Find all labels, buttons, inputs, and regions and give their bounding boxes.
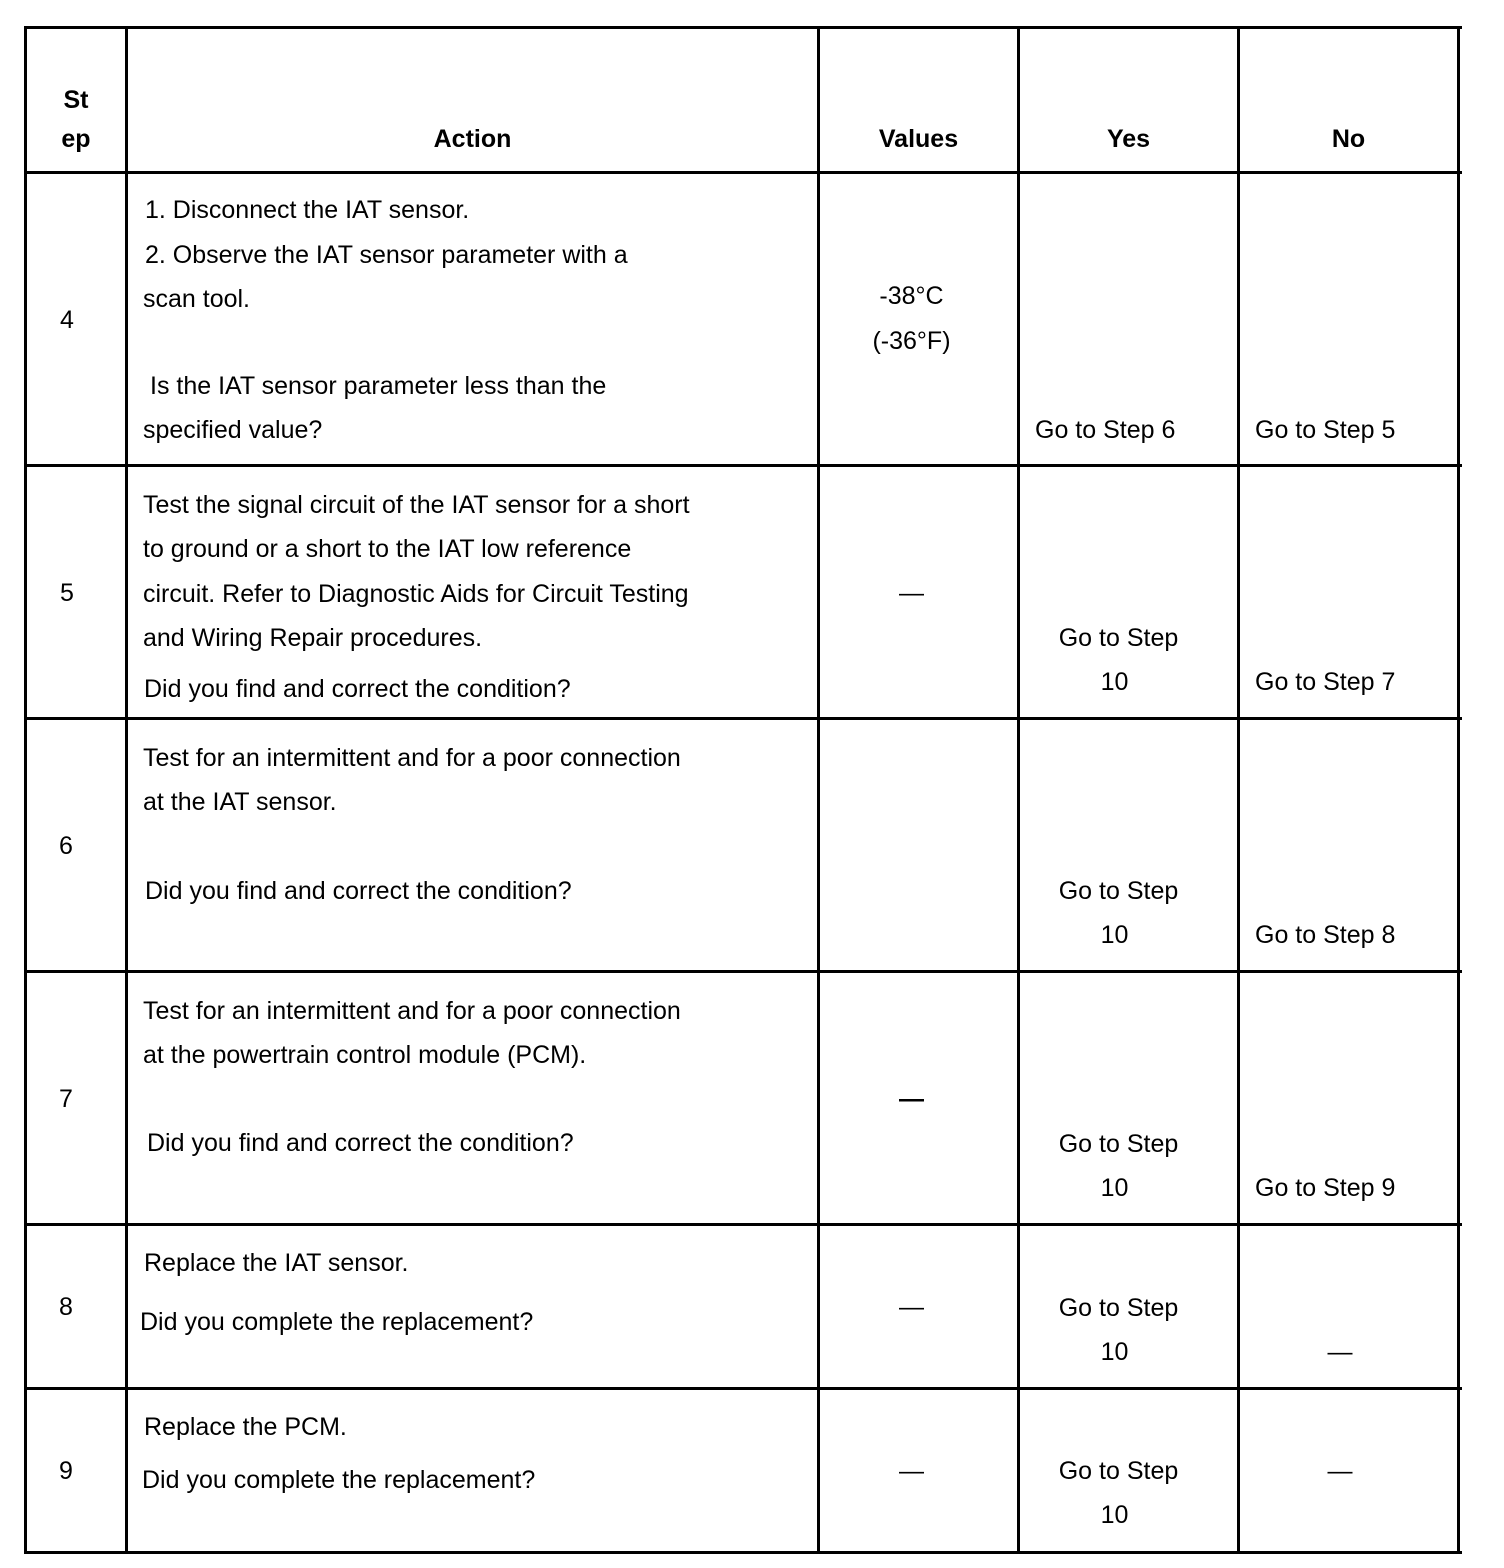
header-step-line2: ep <box>61 125 91 153</box>
action-text: Did you find and correct the condition? <box>144 675 571 703</box>
yes-link: 10 <box>1100 1338 1129 1366</box>
action-text: Did you find and correct the condition? <box>145 877 572 905</box>
yes-link: Go to Step <box>1058 1130 1179 1158</box>
action-text: 2. Observe the IAT sensor parameter with a <box>145 241 628 269</box>
value-text: — <box>899 1293 924 1321</box>
action-text: Did you complete the replacement? <box>142 1466 536 1494</box>
grid-line <box>24 1387 1462 1390</box>
action-text: Did you find and correct the condition? <box>147 1129 574 1157</box>
no-link: Go to Step 5 <box>1255 416 1396 444</box>
yes-link: Go to Step <box>1058 877 1179 905</box>
grid-line <box>24 970 1462 973</box>
no-link: Go to Step 9 <box>1255 1174 1396 1202</box>
action-text: Test for an intermittent and for a poor connection <box>143 997 681 1025</box>
yes-link: 10 <box>1100 1501 1129 1529</box>
action-text: circuit. Refer to Diagnostic Aids for Circuit Testing <box>143 580 689 608</box>
no-link: — <box>1327 1338 1353 1366</box>
yes-link: Go to Step 6 <box>1035 416 1176 444</box>
action-text: scan tool. <box>143 285 251 313</box>
step-number: 7 <box>59 1085 73 1113</box>
yes-link: Go to Step <box>1058 1457 1179 1485</box>
no-link: Go to Step 7 <box>1255 668 1396 696</box>
value-text: (-36°F) <box>872 327 951 355</box>
action-text: 1. Disconnect the IAT sensor. <box>145 196 470 224</box>
grid-line <box>24 171 1462 174</box>
action-text: Replace the IAT sensor. <box>144 1249 409 1277</box>
step-number: 4 <box>60 306 74 334</box>
action-text: Replace the PCM. <box>144 1413 347 1441</box>
action-text: to ground or a short to the IAT low reference <box>143 535 632 563</box>
value-text: — <box>899 1085 924 1113</box>
header-step-line1: St <box>63 86 89 114</box>
header-yes: Yes <box>1106 125 1151 153</box>
yes-link: Go to Step <box>1058 624 1179 652</box>
yes-link: 10 <box>1100 668 1129 696</box>
step-number: 6 <box>59 832 73 860</box>
header-values: Values <box>878 125 959 153</box>
grid-line <box>1457 26 1460 1554</box>
grid-line <box>24 26 1462 29</box>
grid-line <box>1237 26 1240 1554</box>
action-text: at the IAT sensor. <box>143 788 337 816</box>
value-text: -38°C <box>879 282 944 310</box>
action-text: Is the IAT sensor parameter less than the <box>150 372 607 400</box>
step-number: 5 <box>60 579 74 607</box>
step-number: 8 <box>59 1293 73 1321</box>
action-text: Did you complete the replacement? <box>140 1308 534 1336</box>
header-no: No <box>1331 125 1366 153</box>
action-text: and Wiring Repair procedures. <box>143 624 483 652</box>
yes-link: 10 <box>1100 921 1129 949</box>
step-number: 9 <box>59 1457 73 1485</box>
no-link: Go to Step 8 <box>1255 921 1396 949</box>
yes-link: 10 <box>1100 1174 1129 1202</box>
grid-line <box>24 1223 1462 1226</box>
action-text: Test for an intermittent and for a poor connection <box>143 744 681 772</box>
diagnostic-table <box>24 26 1462 1554</box>
grid-line <box>125 26 128 1554</box>
value-text: — <box>899 579 924 607</box>
action-text: specified value? <box>143 416 323 444</box>
grid-line <box>24 717 1462 720</box>
grid-line <box>24 464 1462 467</box>
value-text: — <box>899 1457 924 1485</box>
grid-line <box>24 1551 1462 1554</box>
no-link: — <box>1327 1457 1353 1485</box>
yes-link: Go to Step <box>1058 1294 1179 1322</box>
action-text: at the powertrain control module (PCM). <box>143 1041 587 1069</box>
grid-line <box>24 26 27 1554</box>
header-action: Action <box>433 125 512 153</box>
action-text: Test the signal circuit of the IAT sensor for a short <box>143 491 690 519</box>
